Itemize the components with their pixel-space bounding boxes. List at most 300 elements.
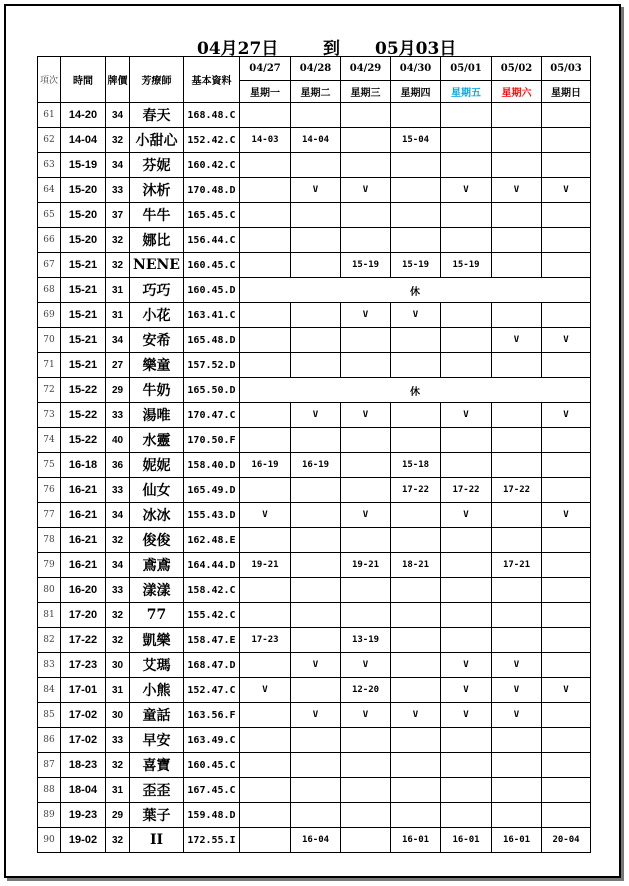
schedule-cell <box>291 753 341 778</box>
row-time: 16-21 <box>61 478 106 503</box>
row-time: 16-21 <box>61 503 106 528</box>
schedule-cell <box>542 703 591 728</box>
row-info: 170.50.F <box>184 428 240 453</box>
schedule-cell <box>291 503 341 528</box>
schedule-cell <box>492 603 542 628</box>
title-start-date: 04月27日 <box>197 39 279 59</box>
row-therapist-name: 小甜心 <box>130 128 184 153</box>
title-end-date: 05月03日 <box>375 39 457 59</box>
schedule-cell <box>492 403 542 428</box>
schedule-cell: 16-01 <box>391 828 441 853</box>
header-price: 牌價 <box>106 57 130 103</box>
schedule-cell <box>542 728 591 753</box>
row-info: 165.48.D <box>184 328 240 353</box>
row-info: 165.45.C <box>184 203 240 228</box>
schedule-cell <box>341 478 391 503</box>
row-time: 14-20 <box>61 103 106 128</box>
row-time: 17-23 <box>61 653 106 678</box>
row-info: 158.47.E <box>184 628 240 653</box>
schedule-cell <box>492 628 542 653</box>
table-row <box>38 628 591 653</box>
schedule-cell <box>240 528 291 553</box>
schedule-cell: 19-21 <box>240 553 291 578</box>
schedule-cell: V <box>492 178 542 203</box>
row-info: 164.44.D <box>184 553 240 578</box>
schedule-cell <box>240 328 291 353</box>
schedule-cell <box>391 153 441 178</box>
row-price: 32 <box>106 603 130 628</box>
schedule-cell: 14-04 <box>291 128 341 153</box>
schedule-cell: V <box>441 703 492 728</box>
row-index: 83 <box>38 653 61 678</box>
header-date: 04/28 <box>291 57 341 81</box>
schedule-cell <box>391 603 441 628</box>
schedule-cell: V <box>341 653 391 678</box>
table-row <box>38 328 591 353</box>
row-time: 18-23 <box>61 753 106 778</box>
row-time: 15-22 <box>61 428 106 453</box>
schedule-cell: V <box>391 703 441 728</box>
schedule-cell <box>240 203 291 228</box>
row-time: 15-20 <box>61 178 106 203</box>
schedule-cell <box>291 228 341 253</box>
header-date: 04/29 <box>341 57 391 81</box>
schedule-cell <box>291 353 341 378</box>
schedule-cell <box>291 553 341 578</box>
schedule-cell <box>240 753 291 778</box>
row-time: 15-22 <box>61 403 106 428</box>
schedule-cell <box>240 403 291 428</box>
schedule-cell <box>291 153 341 178</box>
schedule-cell <box>441 578 492 603</box>
schedule-cell <box>542 578 591 603</box>
header-row-dates <box>38 57 591 81</box>
row-info: 163.56.F <box>184 703 240 728</box>
schedule-title <box>0 34 629 59</box>
row-therapist-name: 喜寶 <box>130 753 184 778</box>
row-time: 17-02 <box>61 728 106 753</box>
schedule-cell: 17-21 <box>492 553 542 578</box>
schedule-cell <box>492 228 542 253</box>
row-time: 15-21 <box>61 278 106 303</box>
header-date: 04/27 <box>240 57 291 81</box>
row-info: 167.45.C <box>184 778 240 803</box>
schedule-cell <box>341 803 391 828</box>
schedule-cell: V <box>291 653 341 678</box>
schedule-cell <box>441 528 492 553</box>
schedule-cell: V <box>341 303 391 328</box>
schedule-cell <box>240 178 291 203</box>
row-index: 70 <box>38 328 61 353</box>
schedule-cell: V <box>492 328 542 353</box>
row-index: 82 <box>38 628 61 653</box>
header-date: 05/03 <box>542 57 591 81</box>
schedule-cell <box>391 728 441 753</box>
schedule-cell <box>391 628 441 653</box>
schedule-cell: 17-22 <box>441 478 492 503</box>
schedule-cell <box>391 503 441 528</box>
schedule-cell <box>240 353 291 378</box>
schedule-cell <box>240 428 291 453</box>
row-price: 32 <box>106 828 130 853</box>
row-index: 81 <box>38 603 61 628</box>
schedule-cell <box>542 753 591 778</box>
row-time: 16-18 <box>61 453 106 478</box>
row-therapist-name: 牛奶 <box>130 378 184 403</box>
schedule-cell <box>341 153 391 178</box>
schedule-cell <box>341 753 391 778</box>
row-index: 73 <box>38 403 61 428</box>
row-index: 88 <box>38 778 61 803</box>
schedule-cell <box>341 578 391 603</box>
schedule-cell: 16-19 <box>291 453 341 478</box>
schedule-cell <box>492 528 542 553</box>
schedule-cell: 15-19 <box>441 253 492 278</box>
row-price: 29 <box>106 378 130 403</box>
schedule-table <box>37 56 591 853</box>
row-time: 15-20 <box>61 228 106 253</box>
row-price: 31 <box>106 278 130 303</box>
schedule-cell: 16-19 <box>240 453 291 478</box>
row-time: 15-19 <box>61 153 106 178</box>
row-index: 90 <box>38 828 61 853</box>
row-therapist-name: 鳶鳶 <box>130 553 184 578</box>
schedule-cell: V <box>291 403 341 428</box>
row-price: 33 <box>106 728 130 753</box>
row-price: 27 <box>106 353 130 378</box>
schedule-cell: 15-18 <box>391 453 441 478</box>
schedule-cell <box>492 728 542 753</box>
schedule-cell <box>341 603 391 628</box>
schedule-cell <box>441 428 492 453</box>
row-info: 160.45.D <box>184 278 240 303</box>
row-time: 16-21 <box>61 553 106 578</box>
table-row <box>38 353 591 378</box>
row-price: 32 <box>106 228 130 253</box>
table-row <box>38 553 591 578</box>
schedule-cell: V <box>542 328 591 353</box>
row-index: 75 <box>38 453 61 478</box>
schedule-cell <box>441 328 492 353</box>
table-row <box>38 503 591 528</box>
schedule-cell <box>441 303 492 328</box>
schedule-cell <box>441 153 492 178</box>
schedule-cell <box>492 203 542 228</box>
schedule-cell <box>240 803 291 828</box>
schedule-cell <box>492 453 542 478</box>
schedule-cell <box>542 153 591 178</box>
schedule-cell <box>240 253 291 278</box>
row-index: 66 <box>38 228 61 253</box>
schedule-cell <box>391 328 441 353</box>
table-row <box>38 478 591 503</box>
header-time: 時間 <box>61 57 106 103</box>
schedule-cell <box>542 128 591 153</box>
schedule-cell <box>542 553 591 578</box>
schedule-cell <box>341 228 391 253</box>
row-price: 32 <box>106 128 130 153</box>
schedule-cell <box>291 478 341 503</box>
row-index: 61 <box>38 103 61 128</box>
schedule-cell <box>441 753 492 778</box>
row-index: 87 <box>38 753 61 778</box>
table-row <box>38 278 591 303</box>
schedule-cell <box>441 128 492 153</box>
row-info: 152.42.C <box>184 128 240 153</box>
schedule-body <box>38 103 591 853</box>
row-time: 16-21 <box>61 528 106 553</box>
table-row <box>38 753 591 778</box>
row-index: 77 <box>38 503 61 528</box>
header-date: 05/01 <box>441 57 492 81</box>
row-index: 80 <box>38 578 61 603</box>
row-info: 155.42.C <box>184 603 240 628</box>
row-price: 36 <box>106 453 130 478</box>
row-therapist-name: II <box>130 828 184 853</box>
row-price: 33 <box>106 403 130 428</box>
schedule-cell <box>341 128 391 153</box>
schedule-cell <box>240 653 291 678</box>
table-row <box>38 778 591 803</box>
row-therapist-name: 俊俊 <box>130 528 184 553</box>
schedule-cell <box>391 578 441 603</box>
table-row <box>38 203 591 228</box>
schedule-cell <box>492 578 542 603</box>
schedule-cell <box>441 203 492 228</box>
row-time: 17-01 <box>61 678 106 703</box>
row-info: 163.41.C <box>184 303 240 328</box>
schedule-cell <box>291 603 341 628</box>
schedule-cell <box>542 453 591 478</box>
schedule-cell: 19-21 <box>341 553 391 578</box>
schedule-cell <box>291 628 341 653</box>
table-row <box>38 603 591 628</box>
row-info: 156.44.C <box>184 228 240 253</box>
row-therapist-name: 春天 <box>130 103 184 128</box>
row-index: 84 <box>38 678 61 703</box>
table-row <box>38 178 591 203</box>
row-info: 157.52.D <box>184 353 240 378</box>
schedule-cell <box>492 153 542 178</box>
row-info: 170.47.C <box>184 403 240 428</box>
schedule-cell <box>341 328 391 353</box>
row-price: 37 <box>106 203 130 228</box>
schedule-cell <box>240 828 291 853</box>
schedule-cell <box>542 228 591 253</box>
schedule-cell: V <box>492 703 542 728</box>
schedule-cell <box>441 453 492 478</box>
row-time: 17-20 <box>61 603 106 628</box>
schedule-cell <box>291 428 341 453</box>
schedule-cell <box>441 803 492 828</box>
header-date: 04/30 <box>391 57 441 81</box>
row-therapist-name: 童話 <box>130 703 184 728</box>
header-date: 05/02 <box>492 57 542 81</box>
table-row <box>38 403 591 428</box>
row-index: 76 <box>38 478 61 503</box>
schedule-cell: 12-20 <box>341 678 391 703</box>
schedule-cell: V <box>542 403 591 428</box>
schedule-cell: V <box>542 178 591 203</box>
title-to-word: 到 <box>323 39 340 59</box>
row-info: 155.43.D <box>184 503 240 528</box>
row-info: 160.45.C <box>184 253 240 278</box>
schedule-cell: V <box>542 678 591 703</box>
row-therapist-name: 葉子 <box>130 803 184 828</box>
schedule-cell: 20-04 <box>542 828 591 853</box>
row-therapist-name: 安希 <box>130 328 184 353</box>
schedule-cell <box>291 253 341 278</box>
row-therapist-name: 水靈 <box>130 428 184 453</box>
schedule-cell <box>492 803 542 828</box>
table-row <box>38 228 591 253</box>
schedule-cell: V <box>391 303 441 328</box>
row-index: 89 <box>38 803 61 828</box>
schedule-cell: 13-19 <box>341 628 391 653</box>
schedule-cell <box>240 728 291 753</box>
schedule-cell <box>492 103 542 128</box>
header-info: 基本資料 <box>184 57 240 103</box>
schedule-cell <box>341 453 391 478</box>
header-weekday: 星期二 <box>291 81 341 103</box>
schedule-cell: V <box>441 178 492 203</box>
schedule-cell <box>391 528 441 553</box>
row-time: 17-02 <box>61 703 106 728</box>
table-row <box>38 578 591 603</box>
schedule-cell <box>291 528 341 553</box>
schedule-cell <box>492 303 542 328</box>
row-therapist-name: 妮妮 <box>130 453 184 478</box>
row-time: 15-21 <box>61 303 106 328</box>
schedule-cell <box>291 803 341 828</box>
row-info: 160.42.C <box>184 153 240 178</box>
schedule-cell <box>441 728 492 753</box>
row-time: 17-22 <box>61 628 106 653</box>
table-row <box>38 528 591 553</box>
schedule-cell <box>391 753 441 778</box>
schedule-cell <box>542 528 591 553</box>
schedule-cell: V <box>441 503 492 528</box>
schedule-cell: 17-22 <box>492 478 542 503</box>
table-row <box>38 828 591 853</box>
row-day-off: 休 <box>240 278 591 303</box>
schedule-cell <box>291 103 341 128</box>
header-weekday: 星期三 <box>341 81 391 103</box>
row-time: 16-20 <box>61 578 106 603</box>
schedule-cell <box>441 353 492 378</box>
row-index: 72 <box>38 378 61 403</box>
schedule-cell <box>492 128 542 153</box>
header-weekday: 星期五 <box>441 81 492 103</box>
schedule-cell: 15-19 <box>341 253 391 278</box>
schedule-cell: V <box>492 678 542 703</box>
schedule-cell <box>441 228 492 253</box>
schedule-cell <box>391 353 441 378</box>
row-therapist-name: 牛牛 <box>130 203 184 228</box>
row-price: 40 <box>106 428 130 453</box>
row-index: 62 <box>38 128 61 153</box>
schedule-cell: V <box>341 703 391 728</box>
row-index: 67 <box>38 253 61 278</box>
row-info: 168.47.D <box>184 653 240 678</box>
schedule-cell <box>542 653 591 678</box>
row-info: 158.40.D <box>184 453 240 478</box>
row-therapist-name: 仙女 <box>130 478 184 503</box>
schedule-cell <box>291 728 341 753</box>
row-info: 158.42.C <box>184 578 240 603</box>
schedule-cell: V <box>441 653 492 678</box>
row-info: 159.48.D <box>184 803 240 828</box>
table-row <box>38 103 591 128</box>
schedule-cell <box>240 303 291 328</box>
row-therapist-name: 湯唯 <box>130 403 184 428</box>
row-price: 32 <box>106 753 130 778</box>
schedule-cell <box>492 753 542 778</box>
schedule-cell <box>291 578 341 603</box>
schedule-cell: 17-22 <box>391 478 441 503</box>
schedule-cell <box>240 228 291 253</box>
schedule-cell <box>542 603 591 628</box>
row-day-off: 休 <box>240 378 591 403</box>
schedule-cell <box>391 428 441 453</box>
schedule-cell: 16-04 <box>291 828 341 853</box>
row-therapist-name: 77 <box>130 603 184 628</box>
row-price: 30 <box>106 653 130 678</box>
header-weekday: 星期四 <box>391 81 441 103</box>
schedule-cell <box>542 103 591 128</box>
schedule-cell <box>492 503 542 528</box>
schedule-cell <box>341 353 391 378</box>
row-index: 65 <box>38 203 61 228</box>
row-price: 33 <box>106 578 130 603</box>
row-info: 165.50.D <box>184 378 240 403</box>
table-row <box>38 728 591 753</box>
schedule-cell <box>240 778 291 803</box>
table-row <box>38 153 591 178</box>
row-time: 19-23 <box>61 803 106 828</box>
row-therapist-name: 早安 <box>130 728 184 753</box>
row-price: 34 <box>106 328 130 353</box>
header-index: 項次 <box>38 57 61 103</box>
schedule-cell <box>441 628 492 653</box>
table-row <box>38 128 591 153</box>
row-price: 34 <box>106 153 130 178</box>
schedule-cell <box>291 303 341 328</box>
row-therapist-name: 歪歪 <box>130 778 184 803</box>
row-price: 32 <box>106 628 130 653</box>
schedule-cell <box>391 228 441 253</box>
table-row <box>38 678 591 703</box>
schedule-cell: V <box>341 403 391 428</box>
row-index: 64 <box>38 178 61 203</box>
row-info: 162.48.E <box>184 528 240 553</box>
row-therapist-name: 樂童 <box>130 353 184 378</box>
schedule-cell: V <box>441 678 492 703</box>
header-weekday: 星期六 <box>492 81 542 103</box>
row-therapist-name: 小花 <box>130 303 184 328</box>
row-time: 19-02 <box>61 828 106 853</box>
row-therapist-name: 小熊 <box>130 678 184 703</box>
schedule-cell <box>441 603 492 628</box>
schedule-cell <box>240 103 291 128</box>
schedule-cell <box>492 253 542 278</box>
schedule-cell <box>492 778 542 803</box>
schedule-cell <box>240 603 291 628</box>
row-info: 160.45.C <box>184 753 240 778</box>
schedule-cell <box>341 203 391 228</box>
schedule-cell <box>391 203 441 228</box>
row-price: 31 <box>106 303 130 328</box>
